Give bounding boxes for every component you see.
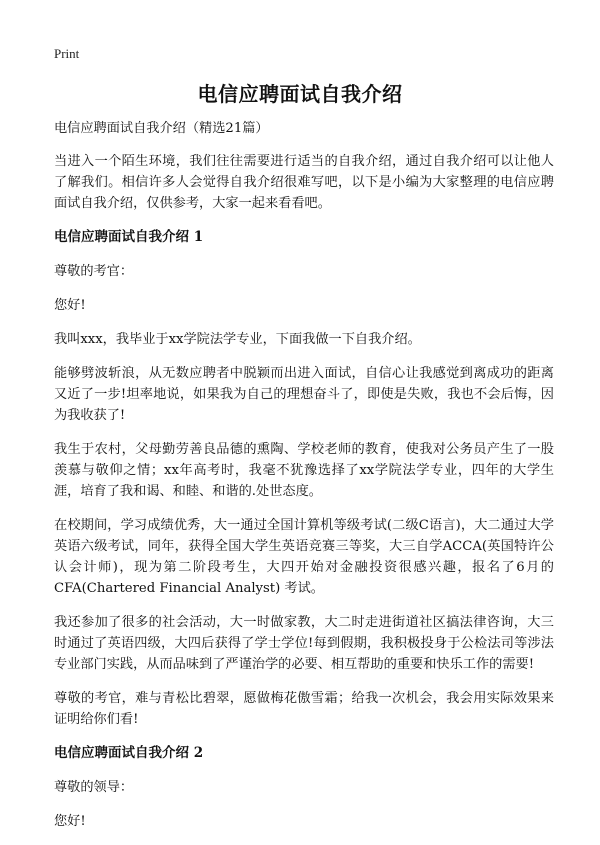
article-body [54, 118, 554, 845]
paragraph: 您好! [54, 814, 86, 829]
paragraph: 能够劈波斩浪，从无数应聘者中脱颖而出进入面试，自信心让我感觉到离成功的距离又近了一步!坦率地说，如果我为自己的理想奋斗了，即使是失败，我也不会后悔，因为我收获了! [54, 366, 554, 423]
print-link[interactable]: Print [54, 46, 80, 61]
intro-paragraph: 当进入一个陌生环境，我们往往需要进行适当的自我介绍，通过自我介绍可以让他人了解我们。相信许多人会觉得自我介绍很难写吧，以下是小编为大家整理的电信应聘面试自我介绍，仅供参考，大家一起来看看吧。 [54, 154, 554, 211]
paragraph: 尊敬的领导： [54, 780, 134, 795]
page-title: 电信应聘面试自我介绍 [197, 82, 403, 106]
paragraph: 您好! [54, 298, 86, 313]
section-heading: 电信应聘面试自我介绍 2 [54, 745, 204, 761]
paragraph: 在校期间，学习成绩优秀，大一通过全国计算机等级考试(二级C语言)，大二通过大学英语六级考试，同年，获得全国大学生英语竞赛三等奖，大三自学ACCA(英国特许公认会计师)，现为第二阶段考生，大四开始对金融投资很感兴趣，报名了6月的CFA(Chartered Financial Analyst) 考试。 [54, 518, 554, 596]
paragraph: 我还参加了很多的社会活动，大一时做家教，大二时走进街道社区搞法律咨询，大三时通过了英语四级，大四后获得了学士学位!每到假期，我积极投身于公检法司等涉法专业部门实践，从而品味到了严谨治学的必要、相互帮助的重要和快乐工作的需要! [54, 615, 554, 672]
paragraph: 我叫xxx，我毕业于xx学院法学专业，下面我做一下自我介绍。 [54, 332, 421, 347]
paragraph: 尊敬的考官，难与青松比碧翠，愿做梅花傲雪霜；给我一次机会，我会用实际效果来证明给你们看! [54, 691, 554, 727]
paragraph: 尊敬的考官： [54, 264, 134, 279]
paragraph: 我生于农村，父母勤劳善良品德的熏陶、学校老师的教育，使我对公务员产生了一股羡慕与敬仰之情；xx年高考时，我毫不犹豫选择了xx学院法学专业，四年的大学生涯，培育了我和谒、和睦、和谐的.处世态度。 [54, 442, 554, 499]
article-subtitle: 电信应聘面试自我介绍（精选21篇） [54, 121, 269, 136]
section-heading: 电信应聘面试自我介绍 1 [54, 229, 204, 245]
